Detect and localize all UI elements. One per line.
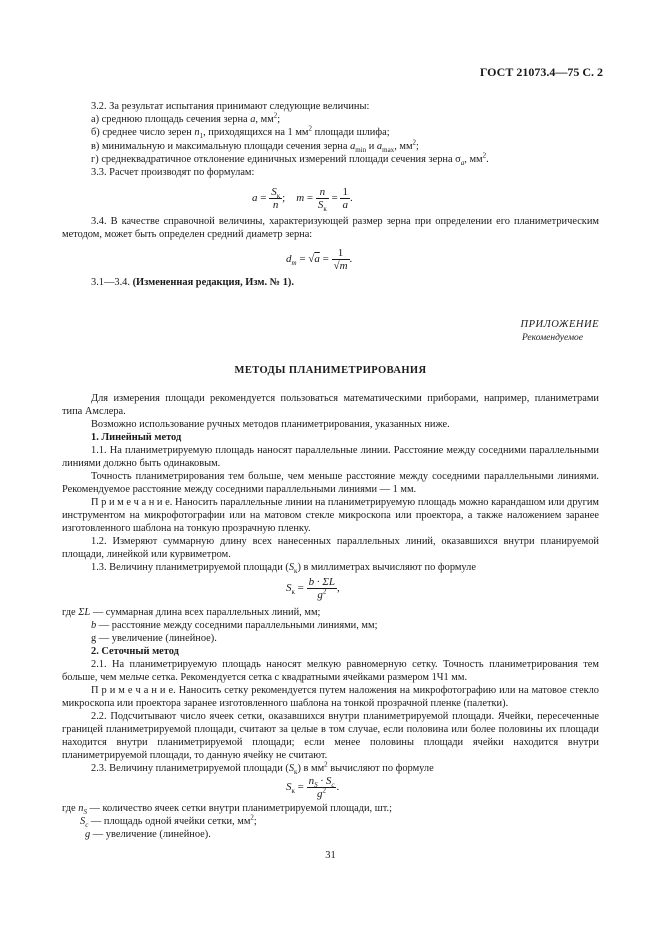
para-3-2: 3.2. За результат испытания принимают следующие величины: (91, 101, 370, 112)
para-1-3: 1.3. Величину планиметрируемой площади $(S_к)$ в миллиметрах вычисляют по формуле (91, 562, 476, 576)
mesh-heading: 2. Сеточный метод (91, 646, 179, 657)
item-a: а) среднюю площадь сечения зерна a, $мм^2$; (91, 111, 281, 125)
page-number: 31 (325, 850, 336, 861)
fraction-sk-n: $\frac{S_к}{n}$ (271, 186, 281, 211)
linear-legend-3: g — увеличение (линейное). (91, 633, 217, 644)
para-2-1: 2.1. На планиметрируемую площадь наносят мелкую равномерную сетку. Точность планиметрирования тем больше, чем мельче сетка. Рекомендуется сетка с квадратными ячейками размером 1Ч1 мм. (62, 659, 599, 683)
linear-heading: 1. Линейный метод (91, 432, 182, 443)
para-3-3: 3.3. Расчет производят по формулам: (91, 167, 255, 178)
para-accuracy: Точность планиметрирования тем больше, чем меньше расстояние между соседними параллельными линиями. Рекомендуемое расстояние между соседними параллельными линиями — 1 мм. (62, 471, 599, 495)
item-v: в) минимальную и максимальную площади сечения зерна $a_{min}$ и $a_{max}$, $мм^2$; (91, 138, 419, 155)
mesh-legend-3: g — увеличение (линейное). (85, 829, 211, 840)
intro-1: Для измерения площади рекомендуется пользоваться математическими приборами, например, планиметрами типа Амслера. (62, 393, 599, 417)
fraction-1-sqrtm: $\frac{1}{√m}$ (333, 247, 348, 272)
linear-legend-2: b — расстояние между соседними параллельными линиями, мм; (91, 620, 378, 631)
para-2-2: 2.2. Подсчитывают число ячеек сетки, оказавшихся внутри планиметрируемой площади. Ячейки, пересеченные границей планиметрируемой площади, считают за целые в том случае, если половина или более половины их площади находится внутри планиметрируемой площади; если менее половины площади ячейки находится внутри планиметрируемой площади, то данную ячейку не считают. (62, 711, 599, 761)
appendix-title: МЕТОДЫ ПЛАНИМЕТРИРОВАНИЯ (234, 365, 427, 376)
linear-legend-1: где ΣL — суммарная длина всех параллельных линий, мм; (62, 607, 321, 618)
formula-linear: $S_к$ = $\frac{b \cdot \Sigma L}{g^2}$ , (286, 576, 340, 601)
para-1-2: 1.2. Измеряют суммарную длину всех нанесенных параллельных линий, оказавшихся внутри планируемой площади, линейкой или курвиметром. (62, 536, 599, 560)
intro-2: Возможно использование ручных методов планиметрирования, указанных ниже. (91, 419, 450, 430)
formula-a-m: a = $\frac{S_к}{n}$ ; m = $\frac{n}{S_к}$ = $\frac{1}{a}$ . (252, 186, 353, 214)
para-1-1: 1.1. На планиметрируемую площадь наносят параллельные линии. Расстояние между соседними параллельными линиями должно быть одинаковым. (62, 445, 599, 469)
para-2-3: 2.3. Величину планиметрируемой площади $(S_к)$ в $мм^2$ вычисляют по формуле (91, 760, 434, 777)
appendix-label: ПРИЛОЖЕНИЕ (520, 319, 599, 330)
item-g: г) среднеквадратичное отклонение единичных измерений площади сечения зерна $\sigma_a$, $мм^2$. (91, 151, 489, 168)
linear-note: П р и м е ч а н и е. Наносить параллельные линии на планиметрируемую площадь можно карандашом или другим инструментом на микрофотографии или на матовом стекле микроскопа или проектора, а также наложением заранее изготовленного шаблона на тонкую прозрачную пленку. (62, 497, 599, 534)
para-3-4: 3.4. В качестве справочной величины, характеризующей размер зерна при определении его планиметрическим методом, может быть определен средний диаметр зерна: (62, 216, 599, 240)
mesh-legend-1: где $n_S$ — количество ячеек сетки внутри планиметрируемой площади, шт.; (62, 803, 392, 817)
fraction-linear: $\frac{b \cdot \Sigma L}{g^2}$ (308, 576, 336, 601)
formula-dm: $d_m = √a$ = $\frac{1}{√m}$ . (286, 247, 353, 272)
fraction-1-a: $\frac{1}{a}$ (342, 186, 348, 211)
formula-mesh: $S_к$ = $\frac{n_S \cdot S_c}{g^2}$ . (286, 775, 340, 800)
document-header: ГОСТ 21073.4—75 С. 2 (479, 65, 603, 79)
edit-note: 3.1—3.4. (Измененная редакция, Изм. № 1). (91, 277, 294, 288)
mesh-note: П р и м е ч а н и е. Наносить сетку рекомендуется путем наложения на микрофотографию или на матовое стекло микроскопа или проектора заранее изготовленного шаблона на тонкой прозрачной пленке (палетки). (62, 685, 599, 709)
note-label: П р и м е ч а н и е. (91, 497, 173, 508)
appendix-status: Рекомендуемое (521, 333, 583, 343)
fraction-n-sk: $\frac{n}{S_к}$ (317, 186, 327, 214)
fraction-mesh: $\frac{n_S \cdot S_c}{g^2}$ (308, 775, 335, 800)
mesh-legend-2: $S_c$ — площадь одной ячейки сетки, $мм^2$; (80, 813, 257, 830)
note-label: П р и м е ч а н и е. (91, 685, 176, 696)
item-b: б) среднее число зерен $n_1$, приходящихся на 1 $мм^2$ площади шлифа; (91, 124, 390, 141)
